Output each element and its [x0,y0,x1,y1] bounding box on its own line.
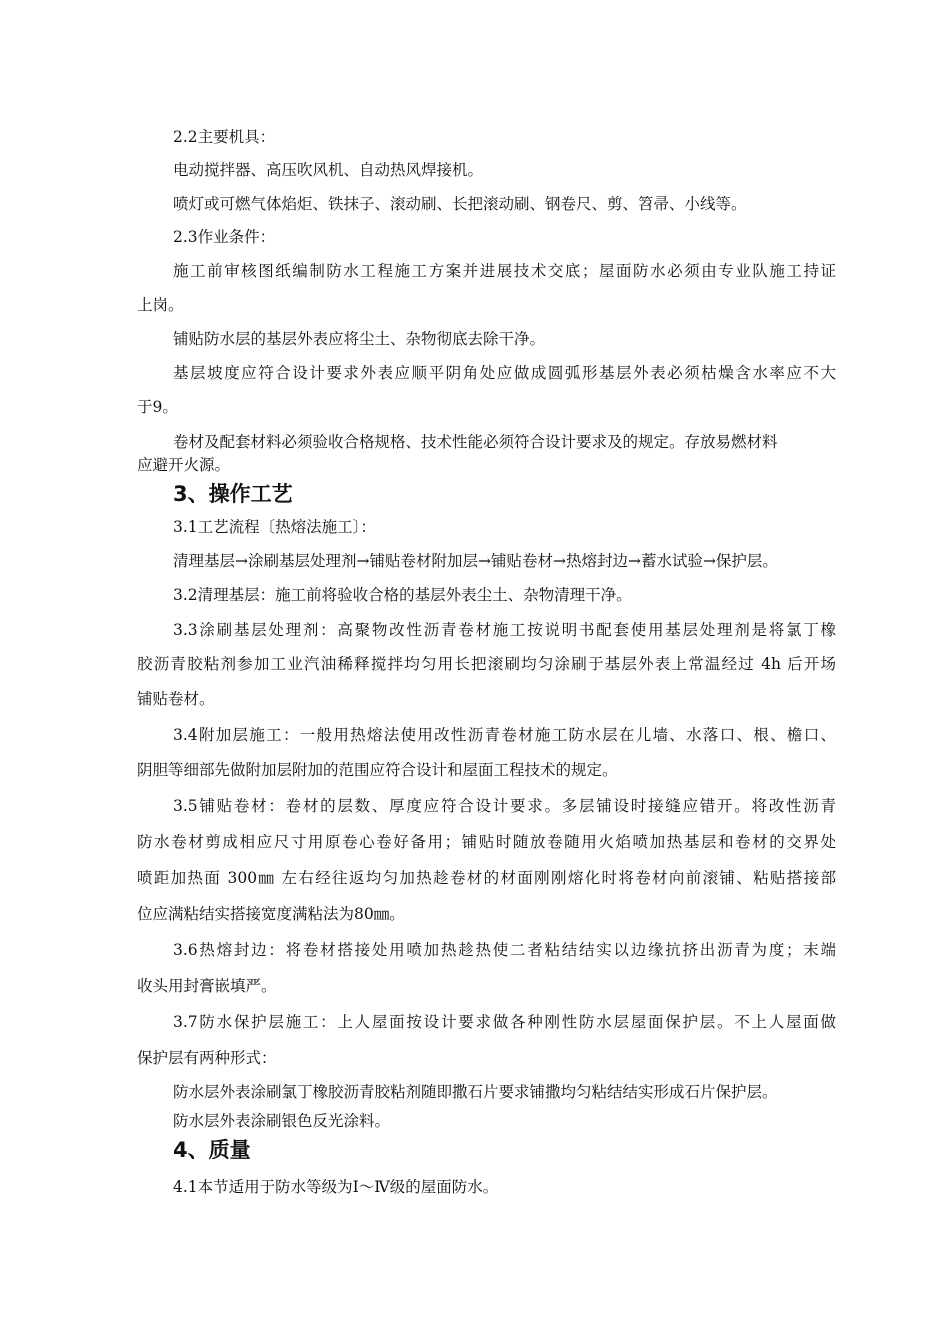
paragraph-line: 喷距加热面 300㎜ 左右经往返均匀加热趁卷材的材面刚刚熔化时将卷材向前滚铺、粘贴搭接部 [137,869,836,887]
paragraph-line: 收头用封膏嵌填严。 [137,977,277,995]
paragraph-line: 3.5铺贴卷材：卷材的层数、厚度应符合设计要求。多层铺设时接缝应错开。将改性沥青 [173,797,836,815]
paragraph-line: 3.6热熔封边：将卷材搭接处用喷加热趁热使二者粘结结实以边缘抗挤出沥青为度；末端 [173,941,836,959]
paragraph-line: 3.7防水保护层施工：上人屋面按设计要求做各种刚性防水层屋面保护层。不上人屋面做 [173,1013,836,1031]
paragraph-line: 位应满粘结实搭接宽度满粘法为80㎜。 [137,905,405,923]
paragraph-line: 4.1本节适用于防水等级为Ⅰ～Ⅳ级的屋面防水。 [173,1178,499,1196]
paragraph-line: 上岗。 [137,296,184,314]
paragraph-line: 保护层有两种形式： [137,1049,277,1067]
paragraph-line: 卷材及配套材料必须验收合格规格、技术性能必须符合设计要求及的规定。存放易燃材料 [173,433,778,451]
section-2-3-title: 2.3作业条件： [173,228,276,246]
section-3-heading: 3、操作工艺 [173,482,293,506]
paragraph-line: 胶沥青胶粘剂参加工业汽油稀释搅拌均匀用长把滚刷均匀涂刷于基层外表上常温经过 4h 后开场 [137,655,836,673]
tools-line-1: 电动搅拌器、高压吹风机、自动热风焊接机。 [173,161,484,179]
tools-line-2: 喷灯或可燃气体焰炬、铁抹子、滚动刷、长把滚动刷、钢卷尺、剪、笤帚、小线等。 [173,195,747,213]
paragraph-line: 防水层外表涂刷银色反光涂料。 [173,1112,391,1130]
paragraph-line: 基层坡度应符合设计要求外表应顺平阴角处应做成圆弧形基层外表必须枯燥含水率应不大 [173,364,836,382]
paragraph-line: 防水层外表涂刷氯丁橡胶沥青胶粘剂随即撒石片要求铺撒均匀粘结结实形成石片保护层。 [173,1083,778,1101]
paragraph-line: 3.3涂刷基层处理剂：高聚物改性沥青卷材施工按说明书配套使用基层处理剂是将氯丁橡 [173,621,836,639]
paragraph-line: 阴胆等细部先做附加层附加的范围应符合设计和屋面工程技术的规定。 [137,761,618,779]
paragraph-line: 应避开火源。 [137,456,231,474]
section-2-2-title: 2.2主要机具： [173,128,276,146]
paragraph-line: 3.4附加层施工：一般用热熔法使用改性沥青卷材施工防水层在儿墙、水落口、根、檐口、 [173,726,836,744]
section-3-1-title: 3.1工艺流程〔热熔法施工〕： [173,518,376,536]
paragraph-line: 3.2清理基层：施工前将验收合格的基层外表尘土、杂物清理干净。 [173,586,632,604]
section-4-heading: 4、质量 [173,1138,251,1162]
paragraph-line: 防水卷材剪成相应尺寸用原卷心卷好备用；铺贴时随放卷随用火焰喷加热基层和卷材的交界处 [137,833,836,851]
process-flow: 清理基层→涂刷基层处理剂→铺贴卷材附加层→铺贴卷材→热熔封边→蓄水试验→保护层。 [173,552,778,570]
paragraph-line: 施工前审核图纸编制防水工程施工方案并进展技术交底；屋面防水必须由专业队施工持证 [173,262,836,280]
paragraph-line: 铺贴防水层的基层外表应将尘土、杂物彻底去除干净。 [173,330,546,348]
paragraph-line: 于9。 [137,398,178,416]
paragraph-line: 铺贴卷材。 [137,690,215,708]
